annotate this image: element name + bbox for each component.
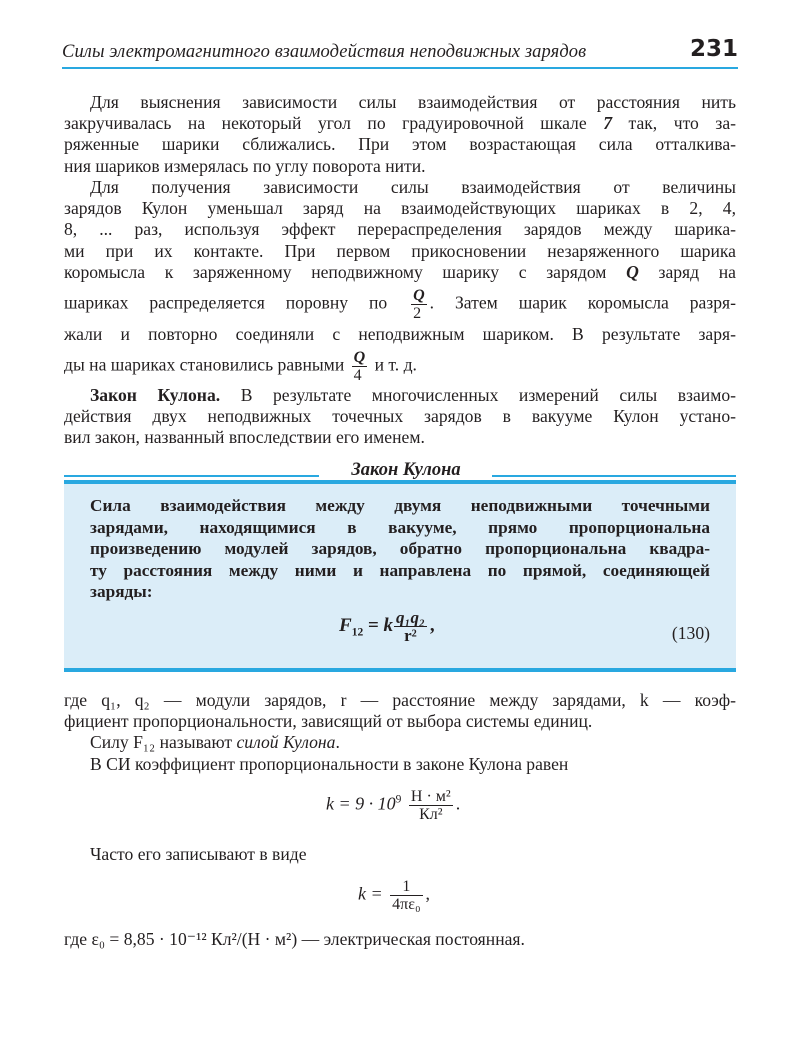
running-header (62, 36, 738, 70)
law-line-4: ту расстояния между ними и направлена по прямой, соединяющей (90, 560, 710, 580)
p2-line-6: шариках распределяется поровну по $\frac{Q}{2}$ . Затем шарик коромысла разря- (64, 287, 737, 323)
after-line-1: где q₁, q₂ — модули зарядов, r — расстояние между зарядами, k — коэф- (64, 690, 736, 710)
k-formula-lhs: k = 9 · 10 (326, 793, 396, 814)
p3-line-1 (64, 385, 736, 406)
scale-number: 7 (603, 113, 612, 134)
law-line-3: произведению модулей зарядов, обратно пропорциональна квадра- (90, 539, 710, 559)
law-title: Закон Кулона (351, 460, 461, 480)
p2-line-3: 8, ... раз, используя эффект перераспределения зарядов между шарика- (64, 219, 736, 240)
k-eps-lhs: k = (358, 883, 383, 904)
p2-line-7: жали и повторно соединяли с неподвижным шариком. В результате заря- (64, 324, 736, 345)
k-formula-units (409, 788, 453, 823)
law-title-rule-right (492, 475, 736, 477)
fraction-q-over-2 (411, 287, 427, 322)
law-box (64, 480, 736, 672)
p2-line-6-tail: Затем шарик коромысла разря- (454, 292, 737, 313)
after-line-4: В СИ коэффициент пропорциональности в законе Кулона равен (90, 753, 569, 774)
k-eps-fraction (390, 878, 422, 913)
p2-line-5 (64, 262, 736, 283)
paragraph-2 (64, 177, 736, 384)
p3-line-2: действия двух неподвижных точечных зарядов в вакууме Кулон устано- (64, 406, 736, 427)
coulomb-formula: $F_{12} = k$ $\frac{\text{q₁q₂}}{\text{r²}}$ , (339, 608, 435, 645)
coulomb-force-term: силой Кулона (236, 732, 336, 753)
after-line-3 (64, 732, 736, 753)
p3-line-3: вил закон, названный впоследствии его именем. (64, 427, 425, 448)
paragraph-1 (64, 92, 736, 177)
formula-k: k (383, 614, 394, 636)
frac-quarter-den: 4 (353, 367, 362, 385)
k-eps-num: 1 (390, 878, 422, 896)
after-line-5: Часто его записывают в виде (90, 844, 307, 864)
header-rule (62, 67, 738, 69)
page-number: 231 (689, 36, 738, 62)
k-eps-trail: , (425, 883, 431, 904)
p2-line-8-text: ды на шариках становились равными (64, 354, 345, 375)
formula-num: q₁q₂ (396, 608, 425, 627)
paragraph-3 (64, 385, 736, 449)
p2-line-5-tail: заряд на (658, 261, 736, 282)
p1-line-1: Для выяснения зависимости силы взаимодействия от расстояния нить (90, 92, 736, 112)
k-formula-exp: 9 (395, 793, 402, 806)
p1-line-3: ряженные шарики сближались. При этом возрастающая сила отталкива- (64, 134, 736, 155)
p2-line-6-text: шариках распределяется поровну по (64, 292, 388, 313)
after-paragraph-3 (64, 929, 736, 950)
p2-line-8-tail: и т. д. (374, 354, 417, 375)
k-formula-units-den: Кл² (419, 806, 443, 823)
after-line-3-pre: Силу F₁₂ называют (90, 732, 233, 753)
after-line-6: где ε₀ = 8,85 · 10⁻¹² Кл²/(Н · м²) — электрическая постоянная. (64, 929, 525, 949)
coulomb-law-lead: Закон Кулона. (90, 385, 221, 405)
p3-line-1-text: В результате многочисленных измерений силы взаимо- (240, 385, 736, 405)
after-paragraph (64, 690, 736, 775)
p2-line-4: ми при их контакте. При первом прикосновении незаряженного шарика (64, 240, 736, 261)
p1-line-2-tail: так, что за- (628, 113, 736, 134)
p2-line-2: зарядов Кулон уменьшал заряд на взаимодействующих шариках в 2, 4, (64, 198, 736, 219)
p2-line-8 (64, 349, 736, 384)
k-eps-den: 4πε₀ (392, 896, 421, 913)
after-line-3-post: . (335, 732, 340, 753)
charge-symbol: Q (626, 261, 639, 282)
k-epsilon-formula (358, 878, 430, 913)
after-line-2: фициент пропорциональности, зависящий от выбора системы единиц. (64, 711, 593, 732)
formula-fraction (394, 609, 427, 644)
p2-line-5-text: коромысла к заряженному неподвижному шарику с зарядом (64, 261, 607, 282)
after-paragraph-2 (64, 844, 736, 865)
formula-trail: , (429, 614, 435, 636)
k-value-formula (326, 788, 460, 823)
frac-half-den: 2 (413, 305, 422, 323)
law-line-1: Сила взаимодействия между двумя неподвижными точечными (90, 496, 710, 515)
k-formula-units-num: Н · м² (410, 788, 451, 805)
formula-lhs: F (339, 614, 352, 636)
running-header-title: Силы электромагнитного взаимодействия неподвижных зарядов (62, 42, 587, 62)
equation-number: (130) (671, 623, 710, 643)
law-line-2: зарядами, находящимися в вакууме, прямо пропорциональна (90, 517, 710, 537)
p1-line-4: ния шариков измерялась по углу поворота нити. (64, 155, 426, 176)
fraction-q-over-4 (352, 349, 368, 384)
frac-half-num: Q (413, 287, 425, 305)
formula-den: r² (404, 626, 417, 645)
law-line-5: заряды: (90, 582, 153, 602)
p1-line-2-text: закручивалась на некоторый угол по градуировочной шкале (64, 113, 587, 134)
frac-quarter-num: Q (353, 349, 366, 367)
law-title-rule-left (64, 475, 319, 477)
p2-line-1: Для получения зависимости силы взаимодействия от величины (90, 177, 736, 197)
k-formula-trail: . (455, 793, 461, 814)
law-statement (90, 495, 710, 603)
formula-lhs-sub: 12 (351, 626, 364, 639)
p1-line-2 (64, 113, 736, 134)
